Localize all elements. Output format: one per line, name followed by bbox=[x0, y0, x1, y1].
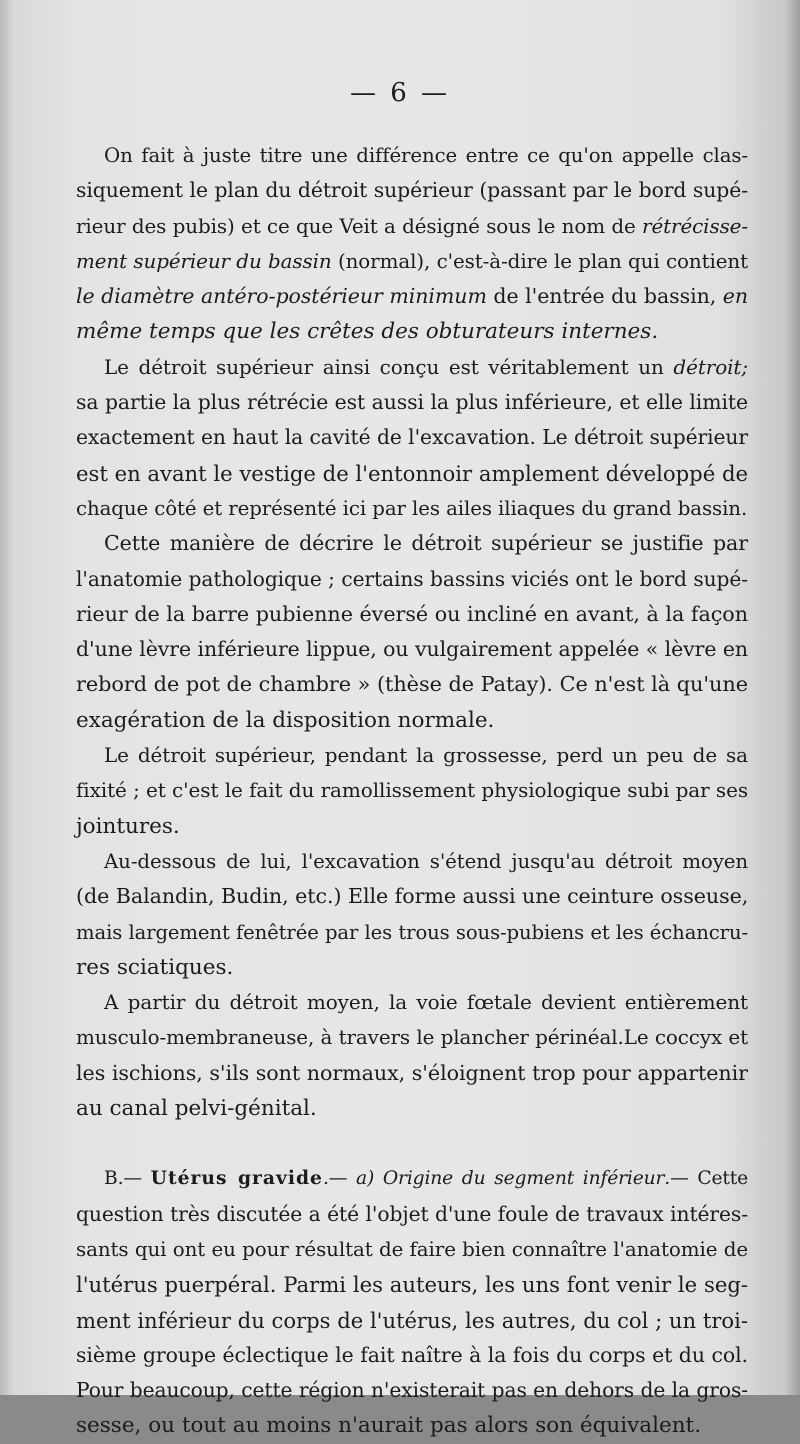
text-line: Cette manière de décrire le détroit supérieur se justifie par bbox=[104, 531, 748, 556]
text-line: fixité ; et c'est le fait du ramollissement physiologique subi par ses bbox=[76, 778, 748, 803]
text-line: (de Balandin, Budin, etc.) Elle forme aussi une ceinture osseuse, bbox=[76, 884, 749, 909]
section-b bbox=[76, 1161, 748, 1443]
subsection-title: Origine du segment inférieur bbox=[374, 1168, 665, 1190]
paragraph-5 bbox=[76, 844, 748, 985]
text-line: question très discutée a été l'objet d'une foule de travaux intéres- bbox=[76, 1201, 748, 1226]
paragraph-3 bbox=[76, 526, 748, 738]
text-line: exagération de la disposition normale. bbox=[76, 707, 495, 733]
text-line: A partir du détroit moyen, la voie fœtale devient entièrement bbox=[104, 990, 748, 1015]
text-line: ment supérieur du bassin (normal), c'est-à-dire le plan qui contient bbox=[76, 249, 749, 273]
text-line: Le détroit supérieur, pendant la grossesse, perd un peu de sa bbox=[104, 743, 748, 768]
text-line: res sciatiques. bbox=[76, 954, 234, 980]
text-line: mais largement fenêtrée par les trous sous-pubiens et les échancru- bbox=[76, 920, 748, 944]
text-line: jointures. bbox=[76, 813, 180, 839]
text-line: même temps que les crêtes des obturateurs internes. bbox=[76, 319, 659, 345]
section-gap bbox=[76, 1126, 748, 1161]
section-heading-line: B.— Utérus gravide.— a) Origine du segment inférieur.— Cette bbox=[104, 1167, 749, 1190]
text-line: Au-dessous de lui, l'excavation s'étend jusqu'au détroit moyen bbox=[104, 849, 748, 873]
text-line: d'une lèvre inférieure lippue, ou vulgairement appelée « lèvre en bbox=[76, 637, 748, 662]
text-line: est en avant le vestige de l'entonnoir amplement développé de bbox=[76, 460, 748, 486]
text-line: exactement en haut la cavité de l'excavation. Le détroit supérieur bbox=[76, 425, 748, 450]
text-line: musculo-membraneuse, à travers le plancher périnéal.Le coccyx et bbox=[76, 1026, 748, 1050]
paragraph-6 bbox=[76, 985, 748, 1126]
text-line: sesse, ou tout au moins n'aurait pas alors son équivalent. bbox=[76, 1413, 702, 1439]
text-line: les ischions, s'ils sont normaux, s'éloignent trop pour appartenir bbox=[76, 1060, 748, 1085]
text-line: sième groupe éclectique le fait naître à la fois du corps et du col. bbox=[76, 1342, 748, 1367]
page-number: — 6 — bbox=[349, 78, 451, 108]
paragraph-4 bbox=[76, 738, 748, 844]
text-line: On fait à juste titre une différence entre ce qu'on appelle clas- bbox=[104, 144, 748, 167]
text-line: Le détroit supérieur ainsi conçu est véritablement un détroit; bbox=[104, 354, 748, 379]
text-line: l'anatomie pathologique ; certains bassins viciés ont le bord supé- bbox=[76, 566, 748, 591]
text-line: rieur de la barre pubienne éversé ou incliné en avant, à la façon bbox=[76, 601, 748, 626]
text-line: l'utérus puerpéral. Parmi les auteurs, les uns font venir le seg- bbox=[76, 1272, 748, 1298]
text-line: Pour beaucoup, cette région n'existerait pas en dehors de la gros- bbox=[76, 1378, 748, 1403]
body-text bbox=[76, 138, 748, 1444]
text-line: sa partie la plus rétrécie est aussi la plus inférieure, et elle limite bbox=[76, 390, 748, 415]
section-title: Utérus gravide bbox=[150, 1167, 323, 1190]
text-line: siquement le plan du détroit supérieur (passant par le bord supé- bbox=[76, 178, 748, 203]
text-line: le diamètre antéro-postérieur minimum de l'entrée du bassin, en bbox=[76, 284, 748, 309]
paragraph-1 bbox=[76, 138, 748, 350]
text-line: ment inférieur du corps de l'utérus, les autres, du col ; un troi- bbox=[76, 1307, 748, 1333]
paragraph-2 bbox=[76, 350, 748, 526]
text-line: au canal pelvi-génital. bbox=[76, 1096, 317, 1122]
text-line: rebord de pot de chambre » (thèse de Patay). Ce n'est là qu'une bbox=[76, 672, 748, 697]
text-line: sants qui ont eu pour résultat de faire bien connaître l'anatomie de bbox=[76, 1237, 748, 1261]
text-line: rieur des pubis) et ce que Veit a désigné sous le nom de rétrécisse- bbox=[76, 214, 748, 238]
section-label: B.— bbox=[104, 1168, 151, 1190]
text-line: chaque côté et représenté ici par les ailes iliaques du grand bassin. bbox=[76, 496, 748, 520]
